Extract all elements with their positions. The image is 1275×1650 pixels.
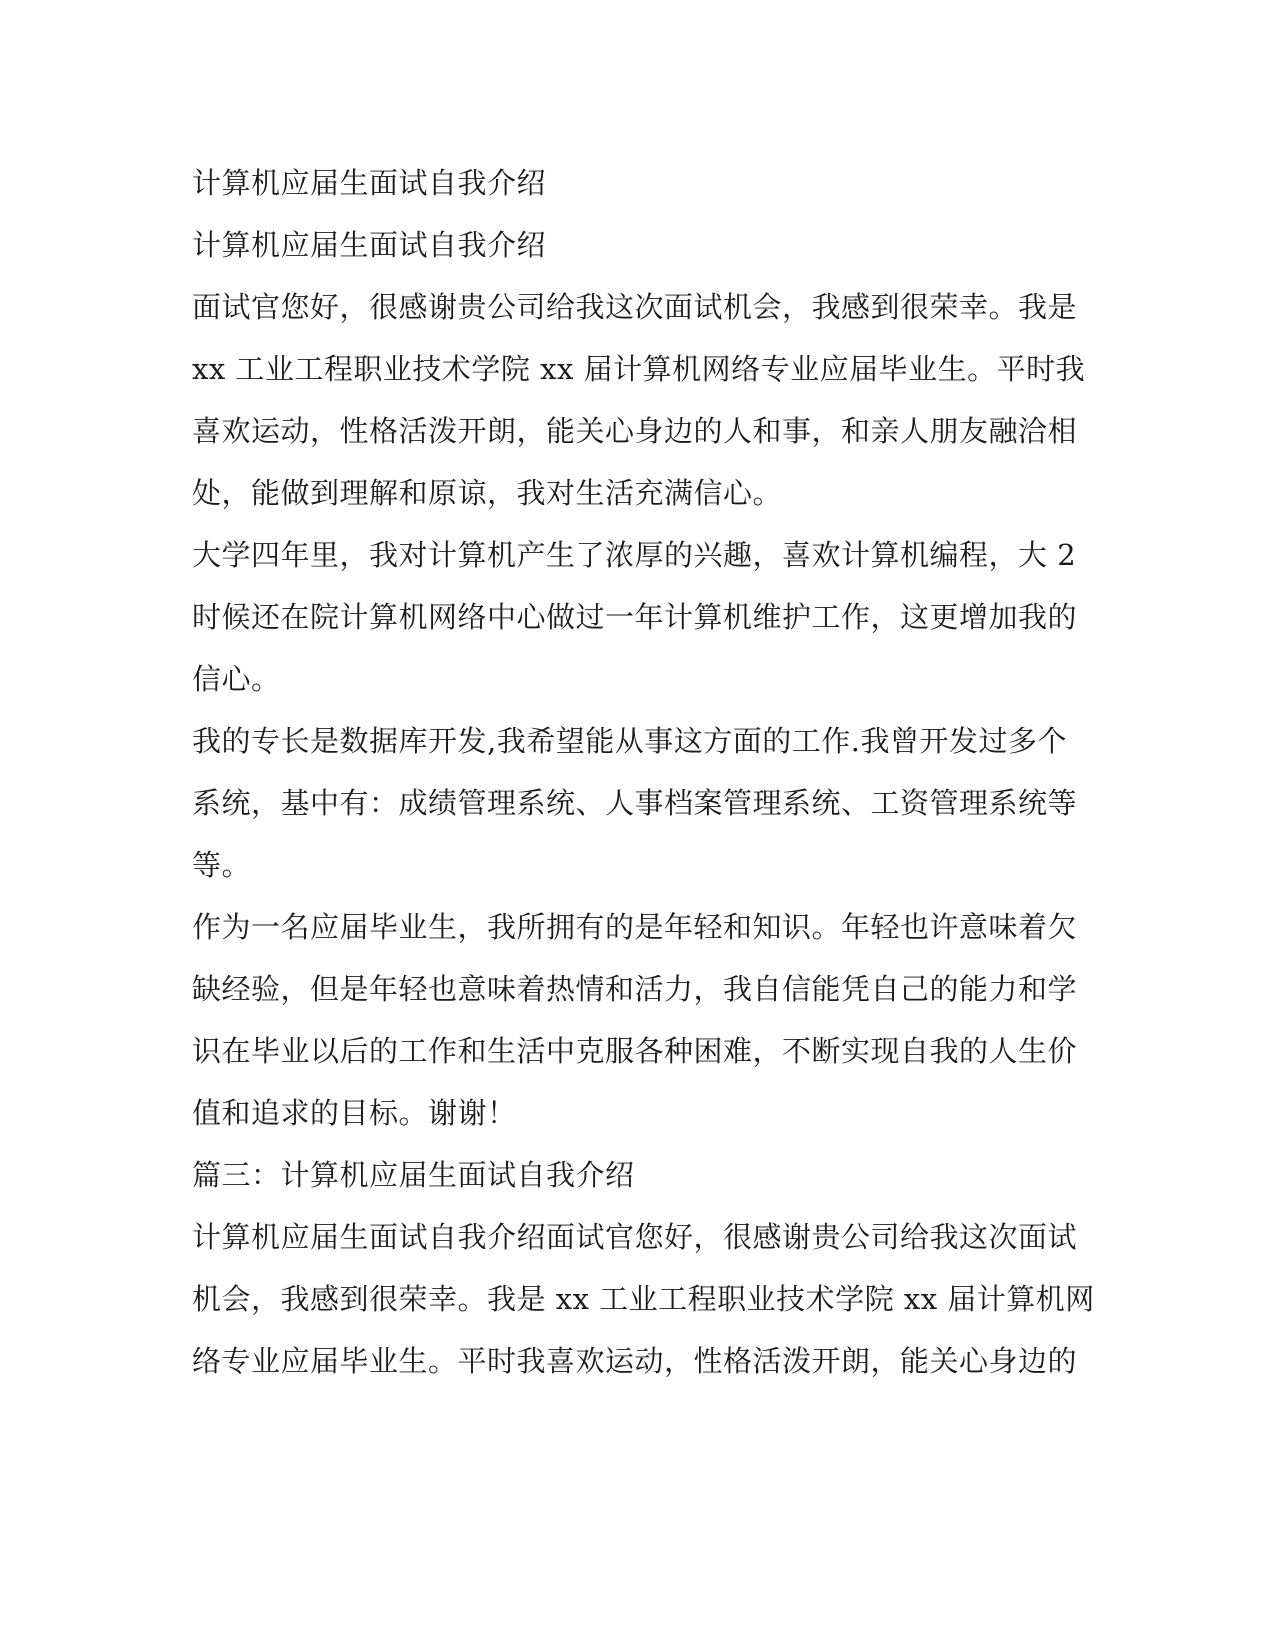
text-line: 喜欢运动，性格活泼开朗，能关心身边的人和事，和亲人朋友融洽相 [192, 414, 1078, 448]
text-line: 缺经验，但是年轻也意味着热情和活力，我自信能凭自己的能力和学 [192, 972, 1078, 1006]
text-line: 机会，我感到很荣幸。我是 xx 工业工程职业技术学院 xx 届计算机网 [192, 1282, 1095, 1316]
text-line: 我的专长是数据库开发,我希望能从事这方面的工作.我曾开发过多个 [192, 724, 1067, 758]
text-line: 值和追求的目标。谢谢！ [192, 1096, 517, 1130]
text-line: 络专业应届毕业生。平时我喜欢运动，性格活泼开朗，能关心身边的 [192, 1344, 1078, 1378]
text-line: xx 工业工程职业技术学院 xx 届计算机网络专业应届毕业生。平时我 [192, 352, 1086, 386]
text-line: 计算机应届生面试自我介绍面试官您好，很感谢贵公司给我这次面试 [192, 1220, 1078, 1254]
doc-title: 计算机应届生面试自我介绍 [192, 166, 547, 200]
text-line: 等。 [192, 848, 252, 882]
text-line: 处，能做到理解和原谅，我对生活充满信心。 [192, 476, 783, 510]
text-line: 作为一名应届毕业生，我所拥有的是年轻和知识。年轻也许意味着欠 [192, 910, 1078, 944]
section-heading: 篇三：计算机应届生面试自我介绍 [192, 1158, 635, 1192]
text-line: 信心。 [192, 662, 281, 696]
text-line: 时候还在院计算机网络中心做过一年计算机维护工作，这更增加我的 [192, 600, 1078, 634]
text-line: 大学四年里，我对计算机产生了浓厚的兴趣，喜欢计算机编程，大 2 [192, 538, 1077, 572]
text-line: 系统，基中有：成绩管理系统、人事档案管理系统、工资管理系统等 [192, 786, 1078, 820]
doc-heading: 计算机应届生面试自我介绍 [192, 228, 547, 262]
text-line: 识在毕业以后的工作和生活中克服各种困难，不断实现自我的人生价 [192, 1034, 1078, 1068]
text-line: 面试官您好，很感谢贵公司给我这次面试机会，我感到很荣幸。我是 [192, 290, 1078, 324]
